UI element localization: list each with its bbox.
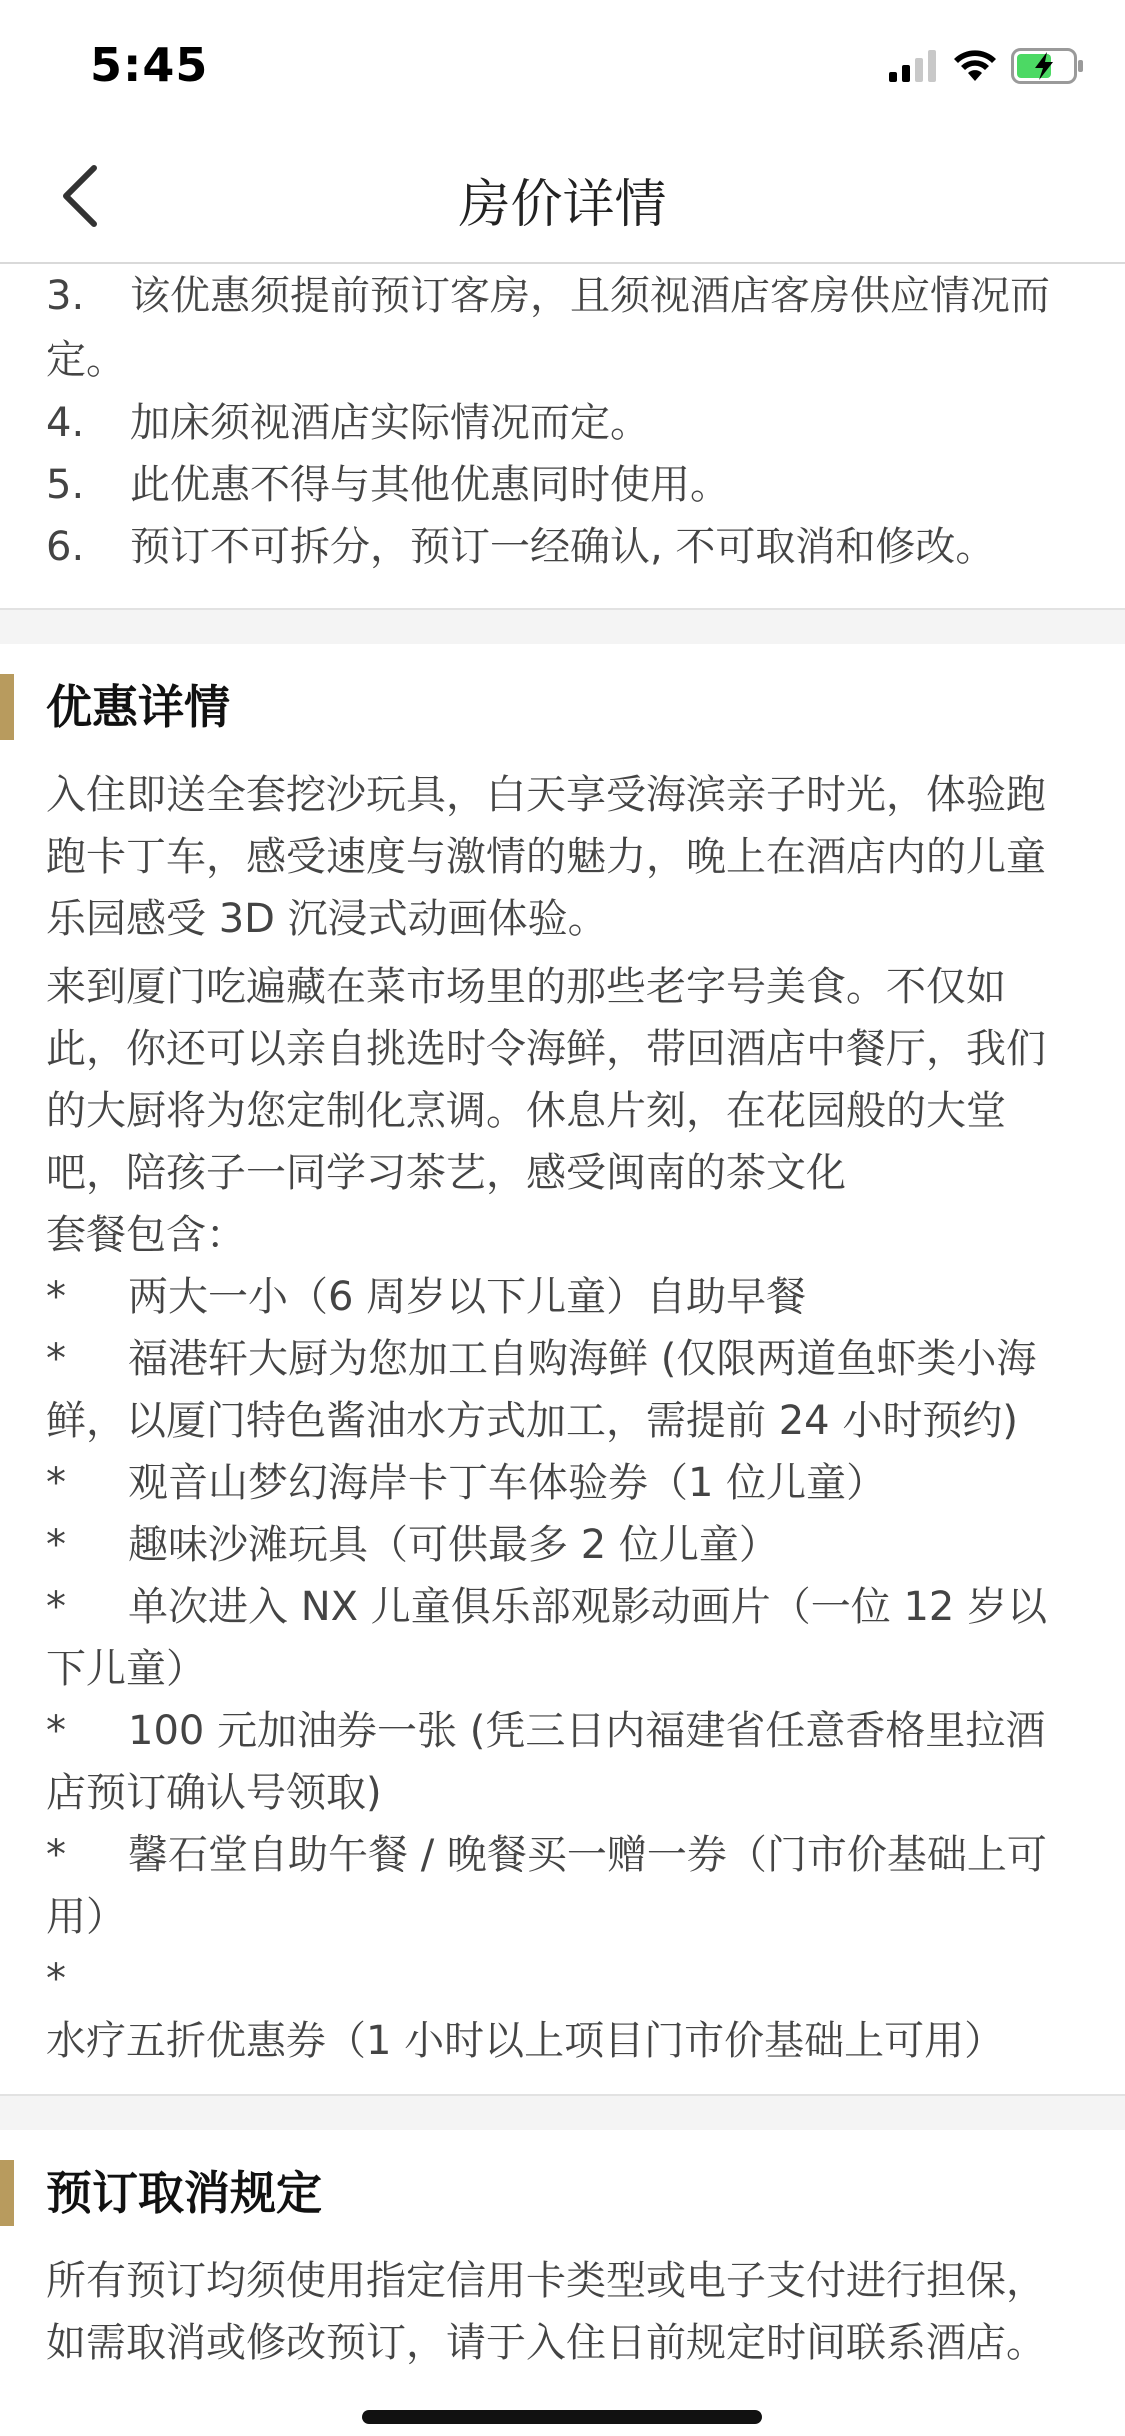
terms-item-text: 此优惠不得与其他优惠同时使用。	[130, 462, 730, 508]
status-time: 5:45	[90, 38, 209, 92]
battery-charging-icon	[1011, 48, 1085, 88]
section-divider	[0, 2094, 1125, 2130]
terms-list	[0, 262, 1125, 608]
page-title: 房价详情	[458, 175, 667, 235]
terms-item: 4. 加床须视酒店实际情况而定。	[46, 392, 1079, 454]
cancellation-paragraph: 所有预订均须使用指定信用卡类型或电子支付进行担保，如需取消或修改预订，请于入住日前规定时间联系酒店。	[46, 2258, 1046, 2366]
package-list-item: * 两大一小（6 周岁以下儿童）自助早餐	[46, 1274, 807, 1320]
section-divider	[0, 608, 1125, 644]
package-list-item: *水疗五折优惠券（1 小时以上项目门市价基础上可用）	[46, 1956, 1005, 2064]
section-header	[46, 644, 1079, 764]
status-icons	[889, 48, 1085, 88]
terms-item: 3. 该优惠须提前预订客房，且须视酒店客房供应情况而定。	[46, 273, 1050, 383]
section-title: 优惠详情	[46, 680, 230, 734]
navigation-bar	[0, 132, 1125, 264]
wifi-icon	[953, 49, 997, 87]
home-indicator[interactable]	[362, 2410, 762, 2424]
cellular-signal-icon	[889, 50, 939, 86]
package-list-item: * 福港轩大厨为您加工自购海鲜 (仅限两道鱼虾类小海鲜，以厦门特色酱油水方式加工，需提前 24 小时预约)	[46, 1336, 1037, 1444]
terms-item-text: 加床须视酒店实际情况而定。	[130, 400, 650, 446]
offer-paragraph: 来到厦门吃遍藏在菜市场里的那些老字号美食。不仅如此，你还可以亲自挑选时令海鲜，带回酒店中餐厅，我们的大厨将为您定制化烹调。休息片刻，在花园般的大堂吧，陪孩子一同学习茶艺，感受闽南的茶文化	[46, 964, 1046, 1196]
offer-details-section	[0, 644, 1125, 2094]
cancellation-policy-section	[0, 2130, 1125, 2374]
section-header	[46, 2130, 1079, 2250]
section-accent-bar	[0, 2160, 14, 2226]
package-list-item: * 观音山梦幻海岸卡丁车体验券（1 位儿童）	[46, 1460, 887, 1506]
package-list-item: * 趣味沙滩玩具（可供最多 2 位儿童）	[46, 1522, 779, 1568]
content-scroll[interactable]	[0, 262, 1125, 2374]
package-list-item: * 单次进入 NX 儿童俱乐部观影动画片（一位 12 岁以下儿童）	[46, 1584, 1048, 1692]
terms-item: 6. 预订不可拆分，预订一经确认, 不可取消和修改。	[46, 516, 1079, 578]
package-list-item: * 100 元加油券一张 (凭三日内福建省任意香格里拉酒店预订确认号领取)	[46, 1708, 1046, 1816]
offer-paragraph: 入住即送全套挖沙玩具，白天享受海滨亲子时光，体验跑跑卡丁车，感受速度与激情的魅力，晚上在酒店内的儿童乐园感受 3D 沉浸式动画体验。	[46, 772, 1046, 942]
terms-item-text: 该优惠须提前预订客房，且须视酒店客房供应情况而定。	[46, 273, 1050, 383]
section-title: 预订取消规定	[46, 2166, 322, 2220]
terms-item: 5. 此优惠不得与其他优惠同时使用。	[46, 454, 1079, 516]
terms-item-text: 预订不可拆分，预订一经确认, 不可取消和修改。	[130, 524, 996, 570]
section-accent-bar	[0, 674, 14, 740]
package-label: 套餐包含：	[46, 1212, 246, 1258]
status-bar	[0, 0, 1125, 132]
package-list-item: * 馨石堂自助午餐 / 晚餐买一赠一券（门市价基础上可用）	[46, 1832, 1047, 1940]
